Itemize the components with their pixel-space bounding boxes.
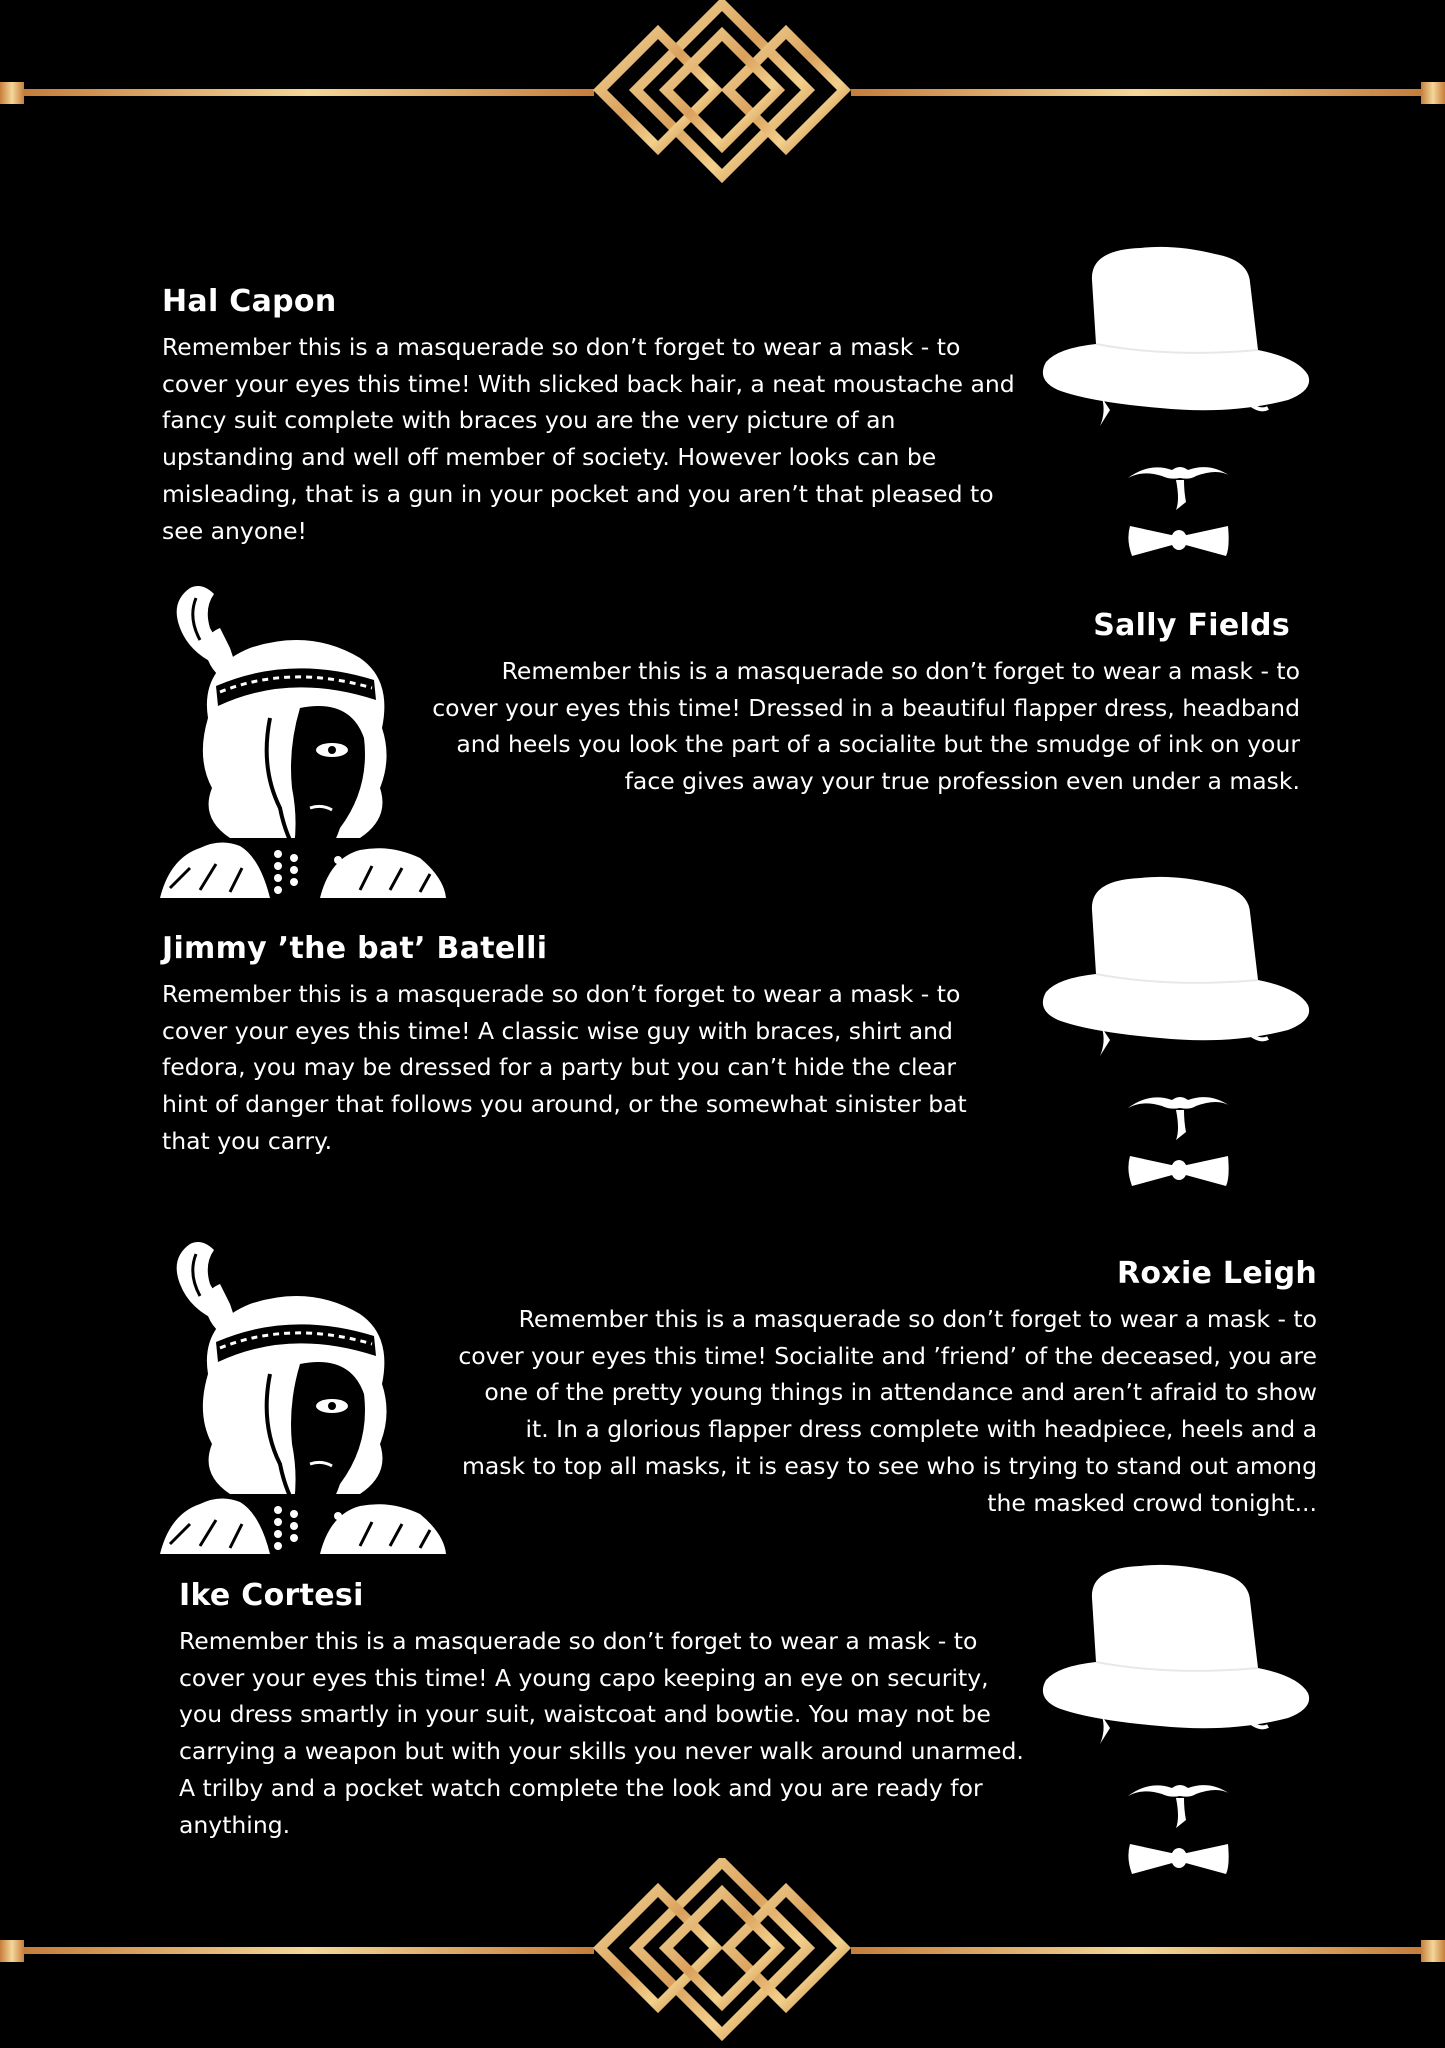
gangster-hat-moustache-bowtie-icon [1030, 870, 1350, 1200]
top-art-deco-border [0, 0, 1445, 190]
character-card-jimmy-the-bat-batelli [162, 931, 1002, 1160]
character-card-sally-fields [430, 608, 1300, 800]
character-card-ike-cortesi [179, 1578, 1034, 1843]
gangster-hat-moustache-bowtie-icon [1030, 240, 1350, 570]
character-card-roxie-leigh [455, 1256, 1317, 1521]
character-name: Hal Capon [162, 284, 337, 319]
character-description: Remember this is a masquerade so don’t forget to wear a mask - to cover your eyes this time! A young capo keeping an eye on security, you dress smartly in your suit, waistcoat and bowtie. You may not be carrying a weapon but with your skills you never walk around unarmed. A trilby and a pocket watch complete the look and you are ready for anything. [179, 1627, 1024, 1839]
character-description: Remember this is a masquerade so don’t forget to wear a mask - to cover your eyes this time! Socialite and ’friend’ of the deceased, you are one of the pretty young things in attendance and aren’t afraid to show it. In a glorious flapper dress complete with headpiece, heels and a mask to top all masks, it is easy to see who is trying to stand out among the masked crowd tonight... [458, 1305, 1317, 1517]
character-name: Jimmy ’the bat’ Batelli [162, 931, 548, 966]
character-name: Sally Fields [1093, 608, 1290, 643]
flapper-woman-icon [160, 1224, 450, 1554]
character-name: Roxie Leigh [1116, 1256, 1317, 1291]
character-description: Remember this is a masquerade so don’t forget to wear a mask - to cover your eyes this time! Dressed in a beautiful flapper dress, headband and heels you look the part of a socialite but the smudge of ink on your face gives away your true profession even under a mask. [432, 657, 1300, 796]
character-description: Remember this is a masquerade so don’t forget to wear a mask - to cover your eyes this time! A classic wise guy with braces, shirt and fedora, you may be dressed for a party but you can’t hide the clear hint of danger that follows you around, or the somewhat sinister bat that you carry. [162, 980, 967, 1155]
character-description: Remember this is a masquerade so don’t forget to wear a mask - to cover your eyes this time! With slicked back hair, a neat moustache and fancy suit complete with braces you are the very picture of an upstanding and well off member of society. However looks can be misleading, that is a gun in your pocket and you aren’t that pleased to see anyone! [162, 333, 1015, 545]
gangster-hat-moustache-bowtie-icon [1030, 1558, 1350, 1888]
character-name: Ike Cortesi [179, 1578, 364, 1613]
flapper-woman-icon [160, 568, 450, 898]
character-card-hal-capon [162, 284, 1032, 549]
